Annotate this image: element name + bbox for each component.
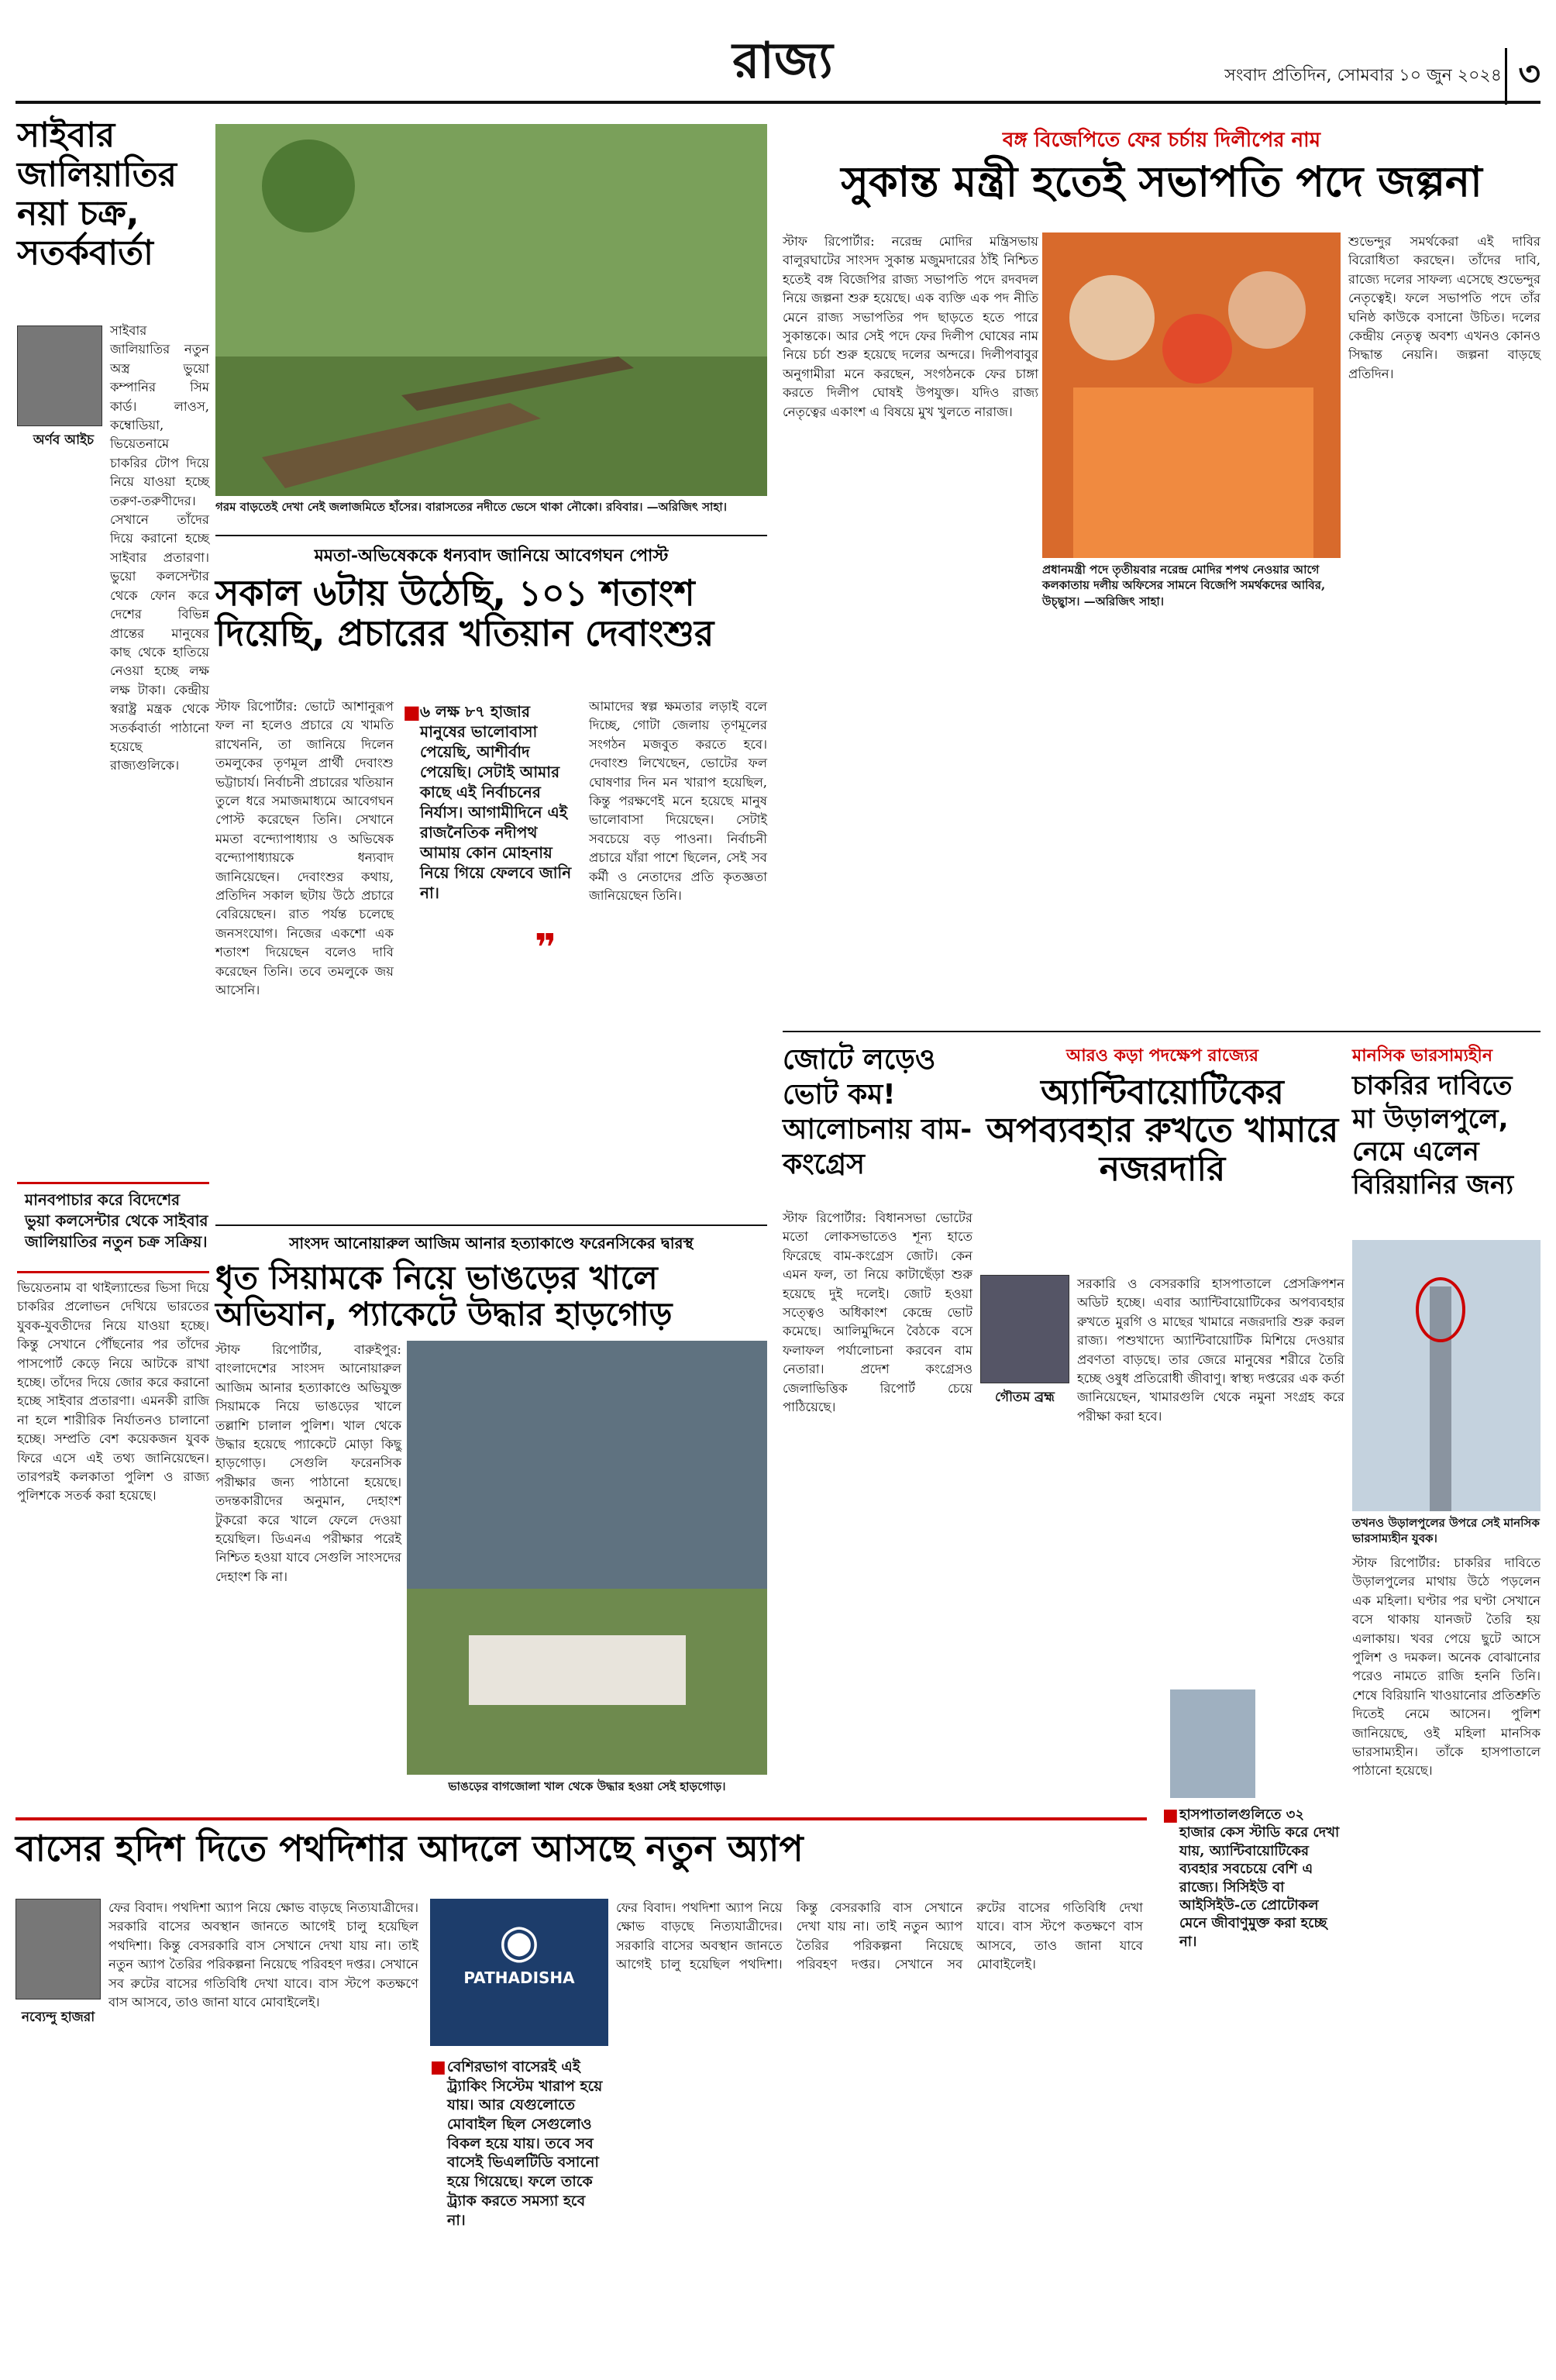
bjp-caption: প্রধানমন্ত্রী পদে তৃতীয়বার নরেন্দ্র মোদির শপথ নেওয়ার আগে কলকাতায় দলীয় অফিসের সামনে বিজেপি সমর্থকদের আবির, উচ্ছ্বাস। —অরিজিৎ সাহা। — [1042, 563, 1326, 608]
cyber-headline: সাইবার জালিয়াতির নয়া চক্র, সতর্কবার্তা — [17, 115, 177, 273]
rule — [783, 1031, 1541, 1032]
cyber-intro: সাইবার জালিয়াতির নতুন অস্ত্র ভুয়ো কম্পানির সিম কার্ড। লাওস, কম্বোডিয়া, ভিয়েতনামে চাকরির টোপ দিয়ে নিয়ে যাওয়া হচ্ছে তরুণ-তরুণীদের। সেখানে তাঁদের দিয়ে করানো হচ্ছে সাইবার প্রতারণা। ভুয়ো কলসেন্টার থেকে ফোন করে দেশের বিভিন্ন প্রান্তের মানুষের কাছ থেকে হাতিয়ে নেওয়া হচ্ছে লক্ষ লক্ষ টাকা। কেন্দ্রীয় স্বরাষ্ট্র মন্ত্রক থেকে সতর্কবার্তা পাঠানো হয়েছে রাজ্যগুলিকে। — [110, 323, 209, 773]
antibiotic-headline: অ্যান্টিবায়োটিকের অপব্যবহার রুখতে খামারে নজরদারি — [986, 1073, 1339, 1189]
bullet-icon: ■ — [1162, 1806, 1179, 1825]
bjp-body-2: শুভেন্দুর সমর্থকেরা এই দাবির বিরোধিতা করছেন। তাঁদের দাবি, রাজ্যে দলের সাফল্য এসেছে শুভেন্দুর নেতৃত্বেই। ফলে সভাপতি পদে তাঁর ঘনিষ্ঠ কাউকে বসানো উচিত। দলের কেন্দ্রীয় নেতৃত্ব অবশ্য এখনও কোনও সিদ্ধান্ত নেয়নি। জল্পনা বাড়ছে প্রতিদিন। — [1348, 234, 1541, 381]
vote-body: স্টাফ রিপোর্টার: বিধানসভা ভোটের মতো লোকসভাতেও শূন্য হাতে ফিরেছে বাম-কংগ্রেস জোট। কেন এমন ফল, তা নিয়ে কাটাছেঁড়া শুরু হয়েছে দুই দলেই। জোট হওয়া সত্ত্বেও অধিকাংশ কেন্দ্রে ভোট কমেছে। আলিমুদ্দিনে বৈঠকে বসে ফলাফল পর্যালোচনা করবেন বাম নেতারা। প্রদেশ কংগ্রেসও জেলাভিত্তিক রিপোর্ট চেয়ে পাঠিয়েছে। — [783, 1211, 972, 1415]
sidebar-rule — [17, 1182, 209, 1184]
medicine-photo — [1170, 1689, 1255, 1798]
vote-headline: জোটে লড়েও ভোট কম! আলোচনায় বাম-কংগ্রেস — [783, 1044, 972, 1180]
author-photo — [980, 1275, 1069, 1383]
bus-byline: নব্যেন্দু হাজরা — [21, 2010, 95, 2025]
bjp-photo — [1042, 232, 1341, 558]
siam-caption: ভাঙড়ের বাগজোলা খাল থেকে উদ্ধার হওয়া সেই হাড়গোড়। — [448, 1779, 726, 1793]
canal-icon — [407, 1341, 767, 1775]
river-caption: গরম বাড়তেই দেখা নেই জলাজমিতে হাঁসের। বারাসতের নদীতে ভেসে থাকা নৌকো। রবিবার। —অরিজিৎ সাহা। — [215, 500, 727, 514]
dev-pullquote: ৬ লক্ষ ৮৭ হাজার মানুষের ভালোবাসা পেয়েছি, আশীর্বাদ পেয়েছি। সেটাই আমার কাছে এই নির্বাচনের নির্যাস। আগামীদিনে এই রাজনৈতিক নদীপথ আমায় কোন মোহনায় নিয়ে গিয়ে ফেলবে জানি না। — [420, 702, 572, 902]
quote-icon: ❞ — [535, 926, 557, 970]
bjp-kicker: বঙ্গ বিজেপিতে ফের চর্চায় দিলীপের নাম — [1002, 129, 1321, 152]
rule — [215, 1224, 767, 1226]
bullet-icon: ■ — [430, 2058, 446, 2077]
pathadisha-logo — [430, 1899, 608, 2046]
river-photo — [215, 124, 767, 496]
masthead-rule — [15, 101, 1541, 104]
job-kicker: মানসিক ভারসাম্যহীন — [1352, 1045, 1492, 1066]
antibiotic-pullquote: হাসপাতালগুলিতে ৩২ হাজার কেস স্টাডি করে দেখা যায়, অ্যান্টিবায়োটিকের ব্যবহার সবচেয়ে বেশি এ রাজ্যে। সিসিইউ বা আইসিইউ-তে প্রোটোকল মেনে জীবাণুমুক্ত করা হচ্ছে না। — [1179, 1807, 1340, 1950]
bus-body: ফের বিবাদ। পথদিশা অ্যাপ নিয়ে ক্ষোভ বাড়ছে নিত্যযাত্রীদের। সরকারি বাসের অবস্থান জানতে আগেই চালু হয়েছিল পথদিশা। কিন্তু বেসরকারি বাস সেখানে দেখা যায় না। তাই নতুন অ্যাপ তৈরির পরিকল্পনা নিয়েছে পরিবহণ দপ্তর। সেখানে সব রুটের বাসের গতিবিধি দেখা যাবে। বাস স্টপে কতক্ষণে বাস আসবে, তাও জানা যাবে মোবাইলেই। — [108, 1900, 418, 2010]
author-photo — [15, 1899, 101, 1999]
dev-headline: সকাল ৬টায় উঠেছি, ১০১ শতাংশ দিয়েছি, প্রচারের খতিয়ান দেবাংশুর — [215, 572, 714, 654]
canal-photo — [407, 1341, 767, 1775]
bjp-body: স্টাফ রিপোর্টার: নরেন্দ্র মোদির মন্ত্রিসভায় বালুরঘাটের সাংসদ সুকান্ত মজুমদারের ঠাঁই নিশ্চিত হতেই বঙ্গ বিজেপির রাজ্য সভাপতি পদে রদবদল নিয়ে জল্পনা শুরু হয়েছে। এক ব্যক্তি এক পদ নীতি মেনে রাজ্য সভাপতির পদ ছাড়তে হতে পারে সুকান্তকে। আর সেই পদে ফের দিলীপ ঘোষের নাম নিয়ে চর্চা শুরু হয়েছে দলের অন্দরে। দিলীপবাবুর অনুগামীরা মনে করছেন, সংগঠনকে ফের চাঙ্গা করতে দিলীপ ঘোষই উপযুক্ত। যদিও রাজ্য নেতৃত্বের একাংশ এ বিষয়ে মুখ খুলতে নারাজ। — [783, 234, 1038, 419]
antibiotic-kicker: আরও কড়া পদক্ষেপ রাজ্যের — [1066, 1045, 1258, 1066]
flyover-photo — [1352, 1240, 1541, 1511]
antibiotic-pullquote-box — [1162, 1806, 1344, 2007]
antibiotic-body: সরকারি ও বেসরকারি হাসপাতালে প্রেসক্রিপশন অডিট হচ্ছে। এবার অ্যান্টিবায়োটিকের অপব্যবহার রুখতে মুরগি ও মাছের খামারে নজরদারি শুরু করল রাজ্য। পশুখাদ্যে অ্যান্টিবায়োটিক মিশিয়ে দেওয়ার প্রবণতা বাড়ছে। তার জেরে মানুষের শরীরে তৈরি হচ্ছে ওষুধ প্রতিরোধী জীবাণু। স্বাস্থ্য দপ্তরের এক কর্তা জানিয়েছেন, খামারগুলি থেকে নমুনা সংগ্রহ করে পরীক্ষা করা হবে। — [1077, 1276, 1344, 1424]
cyber-byline: অর্ণব আইচ — [33, 432, 95, 448]
flyover-icon — [1352, 1240, 1541, 1511]
bullet-icon: ■ — [403, 701, 421, 723]
section-title: রাজ্য — [732, 32, 833, 90]
cyber-body: ভিয়েতনাম বা থাইল্যান্ডের ভিসা দিয়ে চাকরির প্রলোভন দেখিয়ে ভারতের যুবক-যুবতীদের নিয়ে যাওয়া হচ্ছে। কিন্তু সেখানে পৌঁছনোর পর তাঁদের পাসপোর্ট কেড়ে নিয়ে আটকে রাখা হচ্ছে। তাঁদের দিয়ে জোর করে করানো হচ্ছে সাইবার প্রতারণা। এমনকী রাজি না হলে শারীরিক নির্যাতনও চালানো হচ্ছে। সম্প্রতি বেশ কয়েকজন যুবক ফিরে এসে এই তথ্য জানিয়েছেন। তারপরই কলকাতা পুলিশ ও রাজ্য পুলিশকে সতর্ক করা হয়েছে। — [17, 1280, 209, 1503]
pathadisha-logo-text: PATHADISHA — [463, 1968, 575, 1987]
cyber-article — [17, 116, 209, 1798]
map-pin-icon: ◉ — [498, 1914, 540, 1968]
siam-kicker: সাংসদ আনোয়ারুল আজিম আনার হত্যাকাণ্ডে ফরেনসিকের দ্বারস্থ — [289, 1234, 694, 1252]
dev-pullquote-box — [403, 701, 581, 970]
job-caption: তখনও উড়ালপুলের উপরে সেই মানসিক ভারসাম্যহীন যুবক। — [1352, 1516, 1540, 1546]
sidebar-rule-bottom — [17, 1271, 209, 1273]
boat-icon — [215, 124, 767, 496]
bus-top-rule — [15, 1817, 1147, 1820]
dev-body-2: আমাদের স্বল্প ক্ষমতার লড়াই বলে দিচ্ছে, গোটা জেলায় তৃণমূলের সংগঠন মজবুত করতে হবে। দেবাংশু লিখেছেন, ভোটের ফল ঘোষণার দিন মন খারাপ হয়েছিল, কিন্তু পরক্ষণেই মনে হয়েছে মানুষ ভালোবাসা দিয়েছেন। সেটাই সবচেয়ে বড় পাওনা। নির্বাচনী প্রচারে যাঁরা পাশে ছিলেন, সেই সব কর্মী ও নেতাদের প্রতি কৃতজ্ঞতা জানিয়েছেন তিনি। — [589, 699, 767, 904]
rule — [215, 535, 767, 536]
bus-body-2: ফের বিবাদ। পথদিশা অ্যাপ নিয়ে ক্ষোভ বাড়ছে নিত্যযাত্রীদের। সরকারি বাসের অবস্থান জানতে আগেই চালু হয়েছিল পথদিশা। কিন্তু বেসরকারি বাস সেখানে দেখা যায় না। তাই নতুন অ্যাপ তৈরির পরিকল্পনা নিয়েছে পরিবহণ দপ্তর। সেখানে সব রুটের বাসের গতিবিধি দেখা যাবে। বাস স্টপে কতক্ষণে বাস আসবে, তাও জানা যাবে মোবাইলেই। — [616, 1900, 1143, 1972]
job-headline: চাকরির দাবিতে মা উড়ালপুলে, নেমে এলেন বিরিয়ানির জন্য — [1352, 1070, 1514, 1200]
page-number: ৩ — [1505, 48, 1541, 105]
dev-kicker: মমতা-অভিষেককে ধন্যবাদ জানিয়ে আবেগঘন পোস্ট — [314, 546, 669, 566]
bjp-headline: সুকান্ত মন্ত্রী হতেই সভাপতি পদে জল্পনা — [841, 157, 1482, 206]
cyber-sidebar-text: মানবপাচার করে বিদেশের ভুয়া কলসেন্টার থেকে সাইবার জালিয়াতির নতুন চক্র সক্রিয়। — [25, 1190, 208, 1251]
siam-headline: ধৃত সিয়ামকে নিয়ে ভাঙড়ের খালে অভিযান, প্যাকেটে উদ্ধার হাড়গোড় — [215, 1259, 673, 1334]
paper-dateline: সংবাদ প্রতিদিন, সোমবার ১০ জুন ২০২৪ — [1224, 66, 1502, 85]
bus-headline: বাসের হদিশ দিতে পথদিশার আদলে আসছে নতুন অ্যাপ — [15, 1827, 804, 1869]
siam-body: স্টাফ রিপোর্টার, বারুইপুর: বাংলাদেশের সাংসদ আনোয়ারুল আজিম আনার হত্যাকাণ্ডে অভিযুক্ত সিয়ামকে নিয়ে ভাঙড়ের খালে তল্লাশি চালাল পুলিশ। খাল থেকে উদ্ধার হয়েছে প্যাকেটে মোড়া কিছু হাড়গোড়। সেগুলি ফরেনসিক পরীক্ষার জন্য পাঠানো হয়েছে। তদন্তকারীদের অনুমান, দেহাংশ টুকরো করে খালে ফেলে দেওয়া হয়েছিল। ডিএনএ পরীক্ষার পরেই নিশ্চিত হওয়া যাবে সেগুলি সাংসদের দেহাংশ কি না। — [215, 1342, 401, 1584]
job-body: স্টাফ রিপোর্টার: চাকরির দাবিতে উড়ালপুলের মাথায় উঠে পড়লেন এক মহিলা। ঘণ্টার পর ঘণ্টা সেখানে বসে থাকায় যানজট তৈরি হয় এলাকায়। খবর পেয়ে ছুটে আসে পুলিশ ও দমকল। অনেক বোঝানোর পরেও নামতে রাজি হননি তিনি। শেষে বিরিয়ানি খাওয়ানোর প্রতিশ্রুতি দিতেই নেমে আসেন। পুলিশ জানিয়েছে, ওই মহিলা মানসিক ভারসাম্যহীন। তাঁকে হাসপাতালে পাঠানো হয়েছে। — [1352, 1555, 1541, 1779]
author-photo — [17, 325, 102, 426]
supporters-photo-icon — [1042, 232, 1341, 558]
antibiotic-byline: গৌতম ব্রহ্ম — [995, 1390, 1055, 1405]
dev-body: স্টাফ রিপোর্টার: ভোটে আশানুরূপ ফল না হলেও প্রচারে যে খামতি রাখেননি, তা জানিয়ে দিলেন তমলুকের তৃণমূল প্রার্থী দেবাংশু ভট্টাচার্য। নির্বাচনী প্রচারের খতিয়ান তুলে ধরে সমাজমাধ্যমে আবেগঘন পোস্ট করেছেন তিনি। সেখানে মমতা বন্দ্যোপাধ্যায় ও অভিষেক বন্দ্যোপাধ্যায়কে ধন্যবাদ জানিয়েছেন। দেবাংশুর কথায়, প্রতিদিন সকাল ছটায় উঠে প্রচারে বেরিয়েছেন। রাত পর্যন্ত চলেছে জনসংযোগ। নিজের একশো এক শতাংশ দিয়েছেন বলেও দাবি করেছেন তিনি। তবে তমলুকে জয় আসেনি। — [215, 699, 394, 998]
bus-pullquote-box — [430, 2058, 608, 2352]
bus-pullquote: বেশিরভাগ বাসেরই এই ট্র্যাকিং সিস্টেম খারাপ হয়ে যায়। আর যেগুলোতে মোবাইল ছিল সেগুলোও বিকল হয়ে যায়। তবে সব বাসেই ভিএলটিডি বসানো হয়ে গিয়েছে। ফলে তাকে ট্র্যাক করতে সমস্যা হবে না। — [447, 2058, 603, 2229]
